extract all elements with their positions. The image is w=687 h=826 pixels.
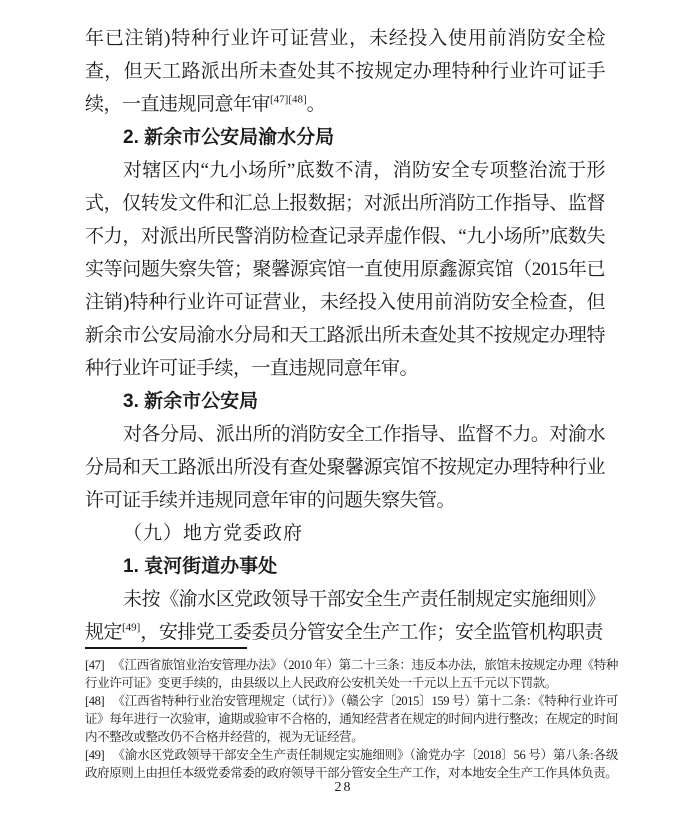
paragraph-yushui-branch: 对辖区内“九小场所”底数不清，消防安全专项整治流于形式，仅转发文件和汇总上报数据；对派出所消防工作指导、监督不力，对派出所民警消防检查记录弄虚作假、“九小场所”底数失实等问题失察失管；聚馨源宾馆一直使用原鑫源宾馆（2015年已注销)特种行业许可证营业，未经投入使用前消防安全检查，但新余市公安局渝水分局和天工路派出所未查处其不按规定办理特种行业许可证手续，一直违规同意年审。 bbox=[85, 160, 605, 379]
footnote-47-text: 《江西省旅馆业治安管理办法》（2010 年）第二十三条：违反本办法，旅馆未按规定办理《特种行业许可证》变更手续的，由县级以上人民政府公安机关处一千元以上五千元以下罚款。 bbox=[85, 658, 618, 690]
heading-yuanhe-office: 1. 袁河街道办事处 bbox=[123, 556, 278, 577]
document-body bbox=[85, 22, 605, 649]
footnote-48-marker: [48] bbox=[85, 694, 105, 708]
footnote-47 bbox=[85, 656, 618, 692]
footnote-49-marker: [49] bbox=[85, 748, 105, 762]
footnote-ref-49: [49] bbox=[122, 621, 141, 634]
footnote-47-marker: [47] bbox=[85, 658, 105, 672]
paragraph-text: 年已注销)特种行业许可证营业，未经投入使用前消防安全检查，但天工路派出所未查处其不按规定办理特种行业许可证手续，一直违规同意年审 bbox=[85, 28, 605, 115]
footnote-48-text: 《江西省特种行业治安管理规定（试行）》（赣公字〔2015〕159 号）第十二条：《特种行业许可证》每年进行一次验审，逾期或验审不合格的，通知经营者在规定的时间内进行整改；在规定的时间内不整改或整改仍不合格并经营的，视为无证经营。 bbox=[85, 694, 618, 744]
paragraph-text: 。 bbox=[306, 94, 326, 115]
footnote-49 bbox=[85, 746, 618, 782]
paragraph-text: 未按《渝水区党政领导干部安全生产责任制规定实施细则》规定 bbox=[85, 589, 605, 643]
heading-xinyu-bureau: 3. 新余市公安局 bbox=[123, 391, 259, 412]
footnote-48 bbox=[85, 692, 618, 746]
page-number: 28 bbox=[334, 780, 353, 795]
footnote-49-text: 《渝水区党政领导干部安全生产责任制规定实施细则》（渝党办字〔2018〕56 号）第八条:各级政府原则上由担任本级党委常委的政府领导干部分管安全生产工作，对本地安全生产工作具体负责。 bbox=[85, 748, 618, 780]
heading-section-9-local-party-government: （九）地方党委政府 bbox=[123, 523, 304, 544]
paragraph-text: ，安排党工委委员分管安全生产工作；安全监管机构职责 bbox=[140, 622, 603, 643]
paragraph-xinyu-bureau: 对各分局、派出所的消防安全工作指导、监督不力。对渝水分局和天工路派出所没有查处聚馨源宾馆不按规定办理特种行业许可证手续并违规同意年审的问题失察失管。 bbox=[85, 424, 605, 511]
paragraph-yuanhe-office bbox=[85, 583, 605, 649]
heading-yushui-branch: 2. 新余市公安局渝水分局 bbox=[123, 127, 335, 148]
paragraph-continuation bbox=[85, 22, 605, 121]
footnote-ref-47-48: [47][48] bbox=[270, 93, 307, 106]
footnote-separator-rule bbox=[85, 647, 247, 649]
footnotes-section bbox=[85, 647, 618, 782]
